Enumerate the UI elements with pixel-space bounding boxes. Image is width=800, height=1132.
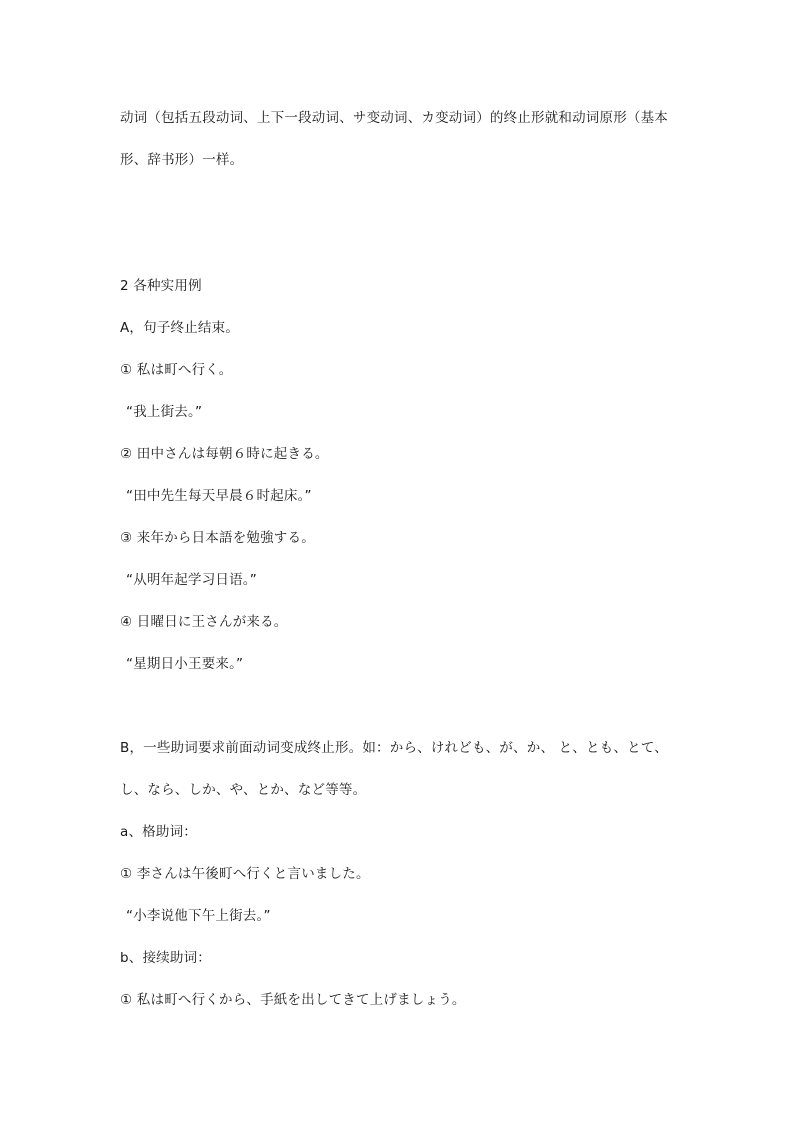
example-3-chinese: “从明年起学习日语。” <box>126 572 257 588</box>
sub-b-label: b、接续助词： <box>120 950 211 966</box>
example-4-chinese: “星期日小王要来。” <box>126 656 244 672</box>
sub-a-label: a、格助词： <box>120 824 197 840</box>
example-1-japanese: ① 私は町へ行く。 <box>120 362 233 378</box>
intro-line-2: 形、辞书形）一样。 <box>120 152 244 168</box>
example-1-chinese: “我上街去。” <box>126 404 203 420</box>
sub-a-chinese: “小李说他下午上街去。” <box>126 908 271 924</box>
example-4-japanese: ④ 日曜日に王さんが来る。 <box>120 614 288 630</box>
example-3-japanese: ③ 来年から日本語を勉強する。 <box>120 530 315 546</box>
example-2-chinese: “田中先生每天早晨６时起床。” <box>126 488 312 504</box>
section-a-heading: A，句子终止结束。 <box>120 320 240 336</box>
intro-line-1: 动词（包括五段动词、上下一段动词、サ变动词、カ变动词）的终止形就和动词原形（基本 <box>120 110 668 126</box>
section-heading: 2 各种实用例 <box>120 278 202 294</box>
example-2-japanese: ② 田中さんは每朝６時に起きる。 <box>120 446 329 462</box>
section-b-heading-line-1: B，一些助词要求前面动词变成终止形。如：から、けれども、が、か、 と、とも、とて、 <box>120 740 668 756</box>
sub-a-japanese: ① 李さんは午後町へ行くと言いました。 <box>120 866 370 882</box>
section-b-heading-line-2: し、なら、しか、や、とか、など等等。 <box>120 782 367 798</box>
sub-b-japanese: ① 私は町へ行くから、手紙を出してきて上げましょう。 <box>120 992 466 1008</box>
